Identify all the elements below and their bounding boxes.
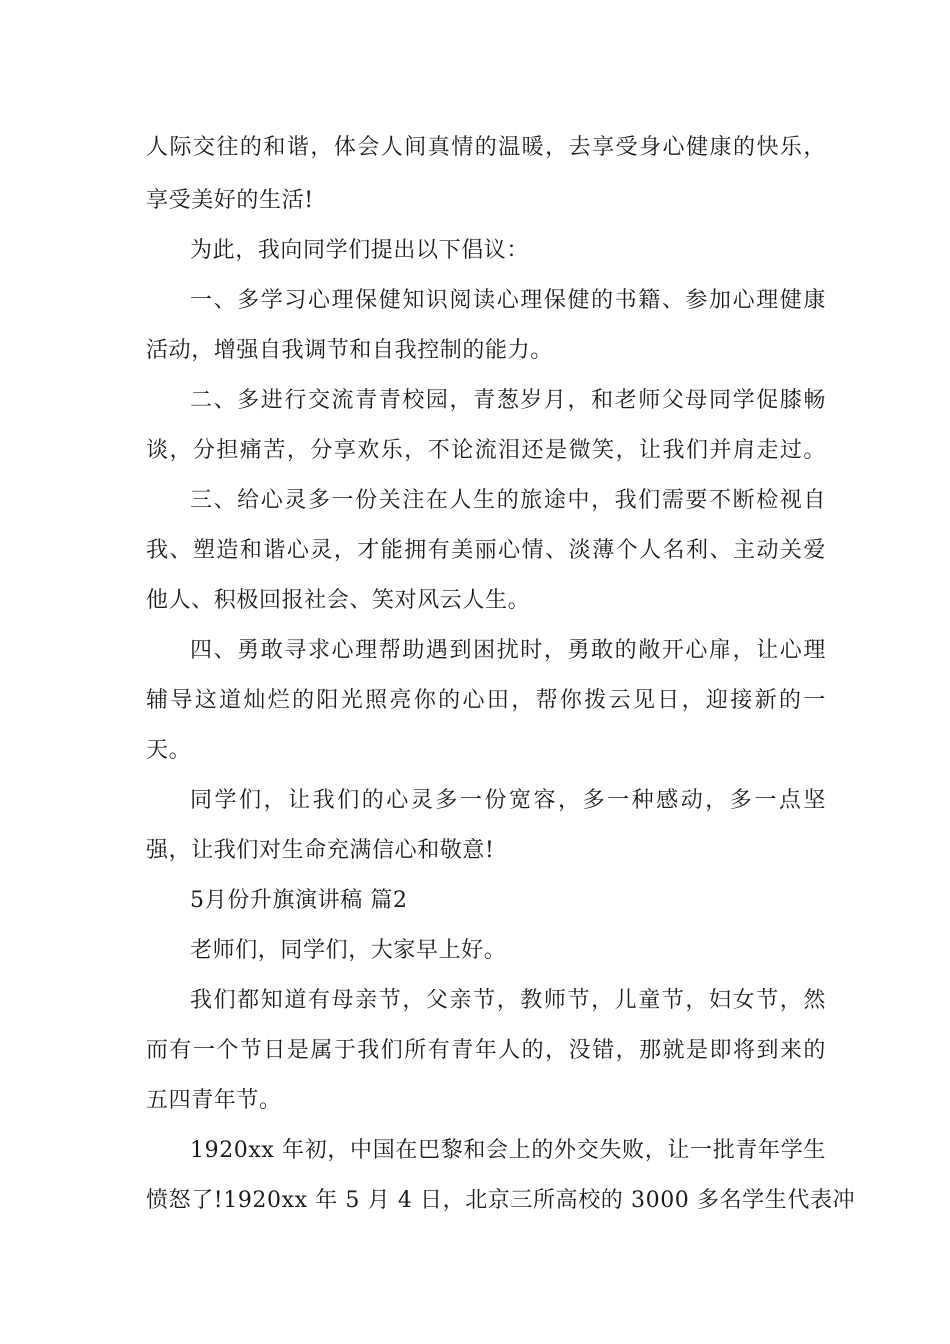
paragraph-line: 我、塑造和谐心灵，才能拥有美丽心情、淡薄个人名利、主动关爱 [146, 538, 826, 563]
paragraph-line: 四、勇敢寻求心理帮助遇到困扰时，勇敢的敞开心扉，让心理 [190, 638, 826, 663]
paragraph-line: 而有一个节日是属于我们所有青年人的，没错，那就是即将到来的 [146, 1038, 826, 1063]
paragraph-line: 他人、积极回报社会、笑对风云人生。 [146, 588, 531, 613]
paragraph-line: 三、给心灵多一份关注在人生的旅途中，我们需要不断检视自 [190, 488, 826, 513]
paragraph-line: 为此，我向同学们提出以下倡议： [190, 238, 530, 263]
paragraph-line: 同学们，让我们的心灵多一份宽容，多一种感动，多一点坚 [190, 788, 826, 813]
paragraph-line: 二、多进行交流青青校园，青葱岁月，和老师父母同学促膝畅 [190, 388, 826, 413]
paragraph-line: 辅导这道灿烂的阳光照亮你的心田，帮你拨云见日，迎接新的一 [146, 688, 826, 713]
paragraph-line: 一、多学习心理保健知识阅读心理保健的书籍、参加心理健康 [190, 288, 826, 313]
paragraph-line: 活动，增强自我调节和自我控制的能力。 [146, 338, 553, 363]
paragraph-line: 谈，分担痛苦，分享欢乐，不论流泪还是微笑，让我们并肩走过。 [146, 438, 826, 463]
section-heading: 5月份升旗演讲稿 篇2 [190, 888, 408, 913]
paragraph-line: 享受美好的生活! [146, 188, 314, 213]
paragraph-line: 五四青年节。 [146, 1088, 282, 1113]
paragraph-line: 1920xx 年初，中国在巴黎和会上的外交失败，让一批青年学生 [190, 1138, 826, 1163]
paragraph-line: 天。 [146, 738, 192, 763]
paragraph-line: 强，让我们对生命充满信心和敬意! [146, 838, 495, 863]
paragraph-line: 人际交往的和谐，体会人间真情的温暖，去享受身心健康的快乐， [146, 135, 826, 160]
paragraph-line: 我们都知道有母亲节，父亲节，教师节，儿童节，妇女节，然 [190, 988, 826, 1013]
paragraph-line: 老师们，同学们，大家早上好。 [190, 938, 507, 963]
paragraph-line: 愤怒了!1920xx 年 5 月 4 日，北京三所高校的 3000 多名学生代表冲 [146, 1188, 856, 1213]
